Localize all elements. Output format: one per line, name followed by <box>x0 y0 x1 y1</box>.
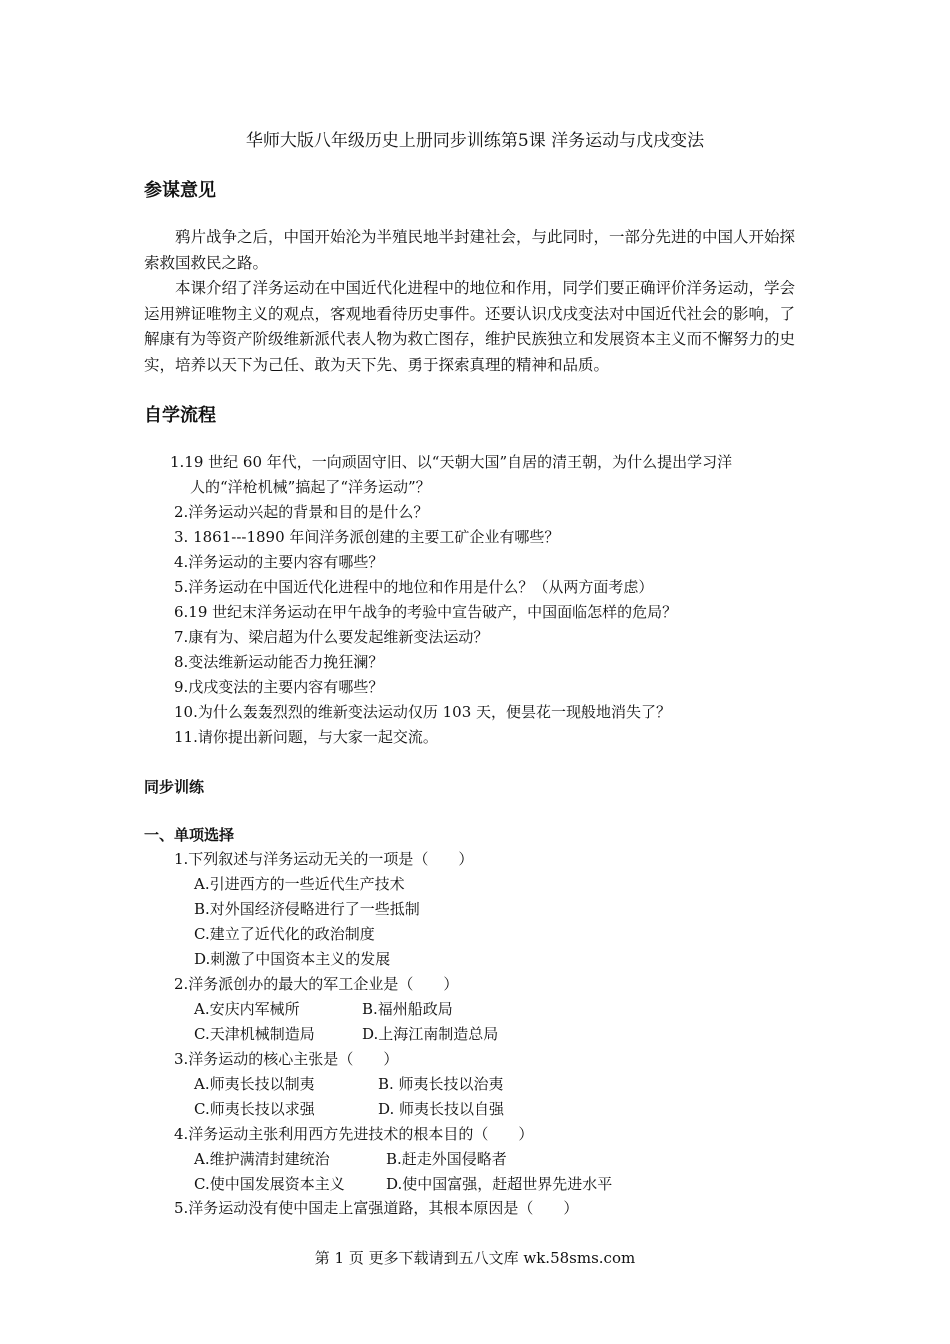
section-heading-advice: 参谋意见 <box>144 180 216 201</box>
document-title: 华师大版八年级历史上册同步训练第5课 洋务运动与戊戌变法 <box>245 131 705 151</box>
choice-option: B.赶走外国侵略者 <box>386 1150 507 1168</box>
choice-option: C.建立了近代化的政治制度 <box>194 925 375 943</box>
advice-paragraph-2: 本课介绍了洋务运动在中国近代化进程中的地位和作用，同学们要正确评价洋务运动，学会运用辨证唯物主义的观点，客观地看待历史事件。还要认识戊戌变法对中国近代社会的影响，了解康有为等资产阶级维新派代表人物为救亡图存，维护民族独立和发展资本主义而不懈努力的史实，培养以天下为己任、敢为天下先、勇于探索真理的精神和品质。 <box>144 279 796 374</box>
choice-question-1: 1.下列叙述与洋务运动无关的一项是（ ） <box>174 850 474 868</box>
subsection-heading-single-choice: 一、单项选择 <box>144 826 235 844</box>
self-study-question: 8.变法维新运动能否力挽狂澜？ <box>174 653 384 671</box>
self-study-question-1a: 1.19 世纪 60 年代，一向顽固守旧、以“天朝大国”自居的清王朝，为什么提出学习洋 <box>170 453 733 471</box>
choice-option: D. 师夷长技以自强 <box>378 1100 505 1118</box>
self-study-question: 2.洋务运动兴起的背景和目的是什么？ <box>174 503 429 521</box>
choice-option: B. 师夷长技以治夷 <box>378 1075 504 1093</box>
self-study-question: 11.请你提出新问题，与大家一起交流。 <box>174 728 438 746</box>
section-heading-practice: 同步训练 <box>144 778 205 796</box>
page-footer: 第 1 页 更多下载请到五八文库 wk.58sms.com <box>314 1249 636 1267</box>
choice-option: D.上海江南制造总局 <box>362 1025 499 1043</box>
section-heading-self-study: 自学流程 <box>144 405 216 426</box>
choice-question-3: 3.洋务运动的核心主张是（ ） <box>174 1050 399 1068</box>
self-study-question: 3. 1861---1890 年间洋务派创建的主要工矿企业有哪些？ <box>174 528 560 546</box>
self-study-question: 4.洋务运动的主要内容有哪些？ <box>174 553 384 571</box>
choice-option: A.师夷长技以制夷 <box>194 1075 315 1093</box>
choice-option: C.天津机械制造局 <box>194 1025 315 1043</box>
self-study-question: 9.戊戌变法的主要内容有哪些？ <box>174 678 384 696</box>
choice-option: D.刺激了中国资本主义的发展 <box>194 950 391 968</box>
choice-question-4: 4.洋务运动主张利用西方先进技术的根本目的（ ） <box>174 1125 534 1143</box>
advice-paragraph-1: 鸦片战争之后，中国开始沦为半殖民地半封建社会，与此同时，一部分先进的中国人开始探索救国救民之路。 <box>144 228 796 272</box>
choice-option: C.使中国发展资本主义 <box>194 1175 345 1193</box>
choice-option: A.引进西方的一些近代生产技术 <box>194 875 405 893</box>
self-study-question-1b: 人的“洋枪机械”搞起了“洋务运动”？ <box>190 478 431 496</box>
choice-question-2: 2.洋务派创办的最大的军工企业是（ ） <box>174 975 459 993</box>
choice-option: C.师夷长技以求强 <box>194 1100 315 1118</box>
choice-option: A.维护满清封建统治 <box>194 1150 330 1168</box>
choice-option: D.使中国富强，赶超世界先进水平 <box>386 1175 613 1193</box>
choice-question-5: 5.洋务运动没有使中国走上富强道路，其根本原因是（ ） <box>174 1199 579 1217</box>
self-study-question: 10.为什么轰轰烈烈的维新变法运动仅历 103 天，便昙花一现般地消失了？ <box>174 703 672 721</box>
choice-option: A.安庆内军械所 <box>194 1000 300 1018</box>
choice-option: B.福州船政局 <box>362 1000 453 1018</box>
self-study-question: 6.19 世纪末洋务运动在甲午战争的考验中宣告破产，中国面临怎样的危局？ <box>174 603 678 621</box>
self-study-question: 5.洋务运动在中国近代化进程中的地位和作用是什么？（从两方面考虑） <box>174 578 654 596</box>
choice-option: B.对外国经济侵略进行了一些抵制 <box>194 900 420 918</box>
self-study-question: 7.康有为、梁启超为什么要发起维新变法运动？ <box>174 628 489 646</box>
